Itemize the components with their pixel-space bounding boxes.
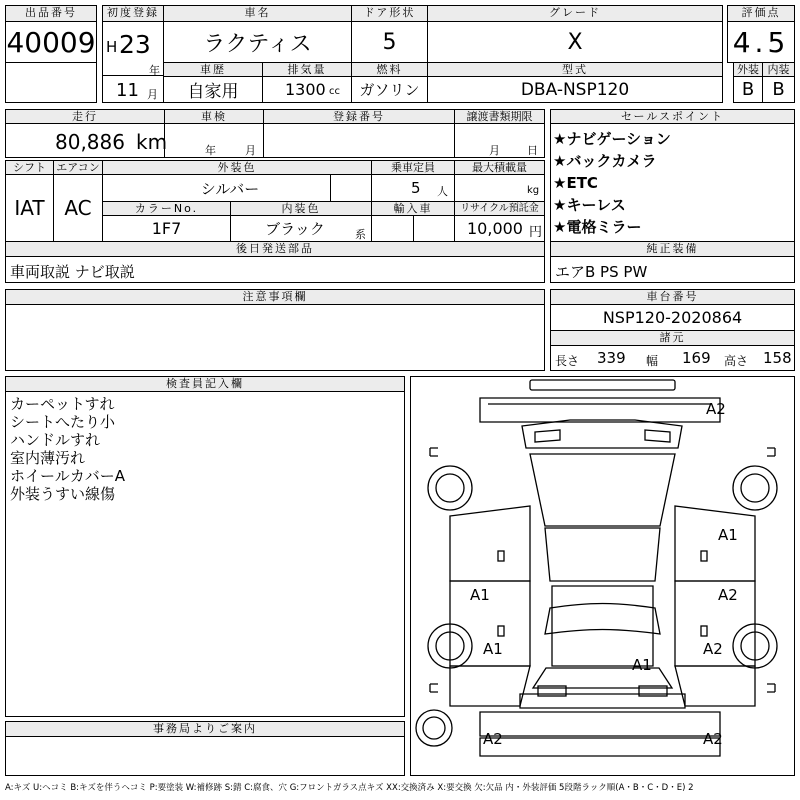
fuel-value: ガソリン — [359, 81, 420, 99]
lot-no-blank — [5, 62, 97, 103]
damage-mark-rear-bumper-left: A2 — [483, 730, 503, 748]
sales-points-list — [553, 128, 671, 238]
max-load-unit: kg — [527, 185, 540, 196]
inspection-header: 車検 — [164, 109, 264, 124]
door-value: 5 — [382, 29, 397, 55]
recycle-value: 10,000 — [467, 219, 523, 238]
damage-mark-rear-quarter-left: A1 — [483, 640, 503, 658]
import-header: 輸入車 — [371, 201, 455, 216]
chassis-no-header: 車台番号 — [550, 289, 795, 305]
specs-box — [550, 345, 795, 371]
chassis-no-value: NSP120-2020864 — [602, 308, 743, 327]
inspector-note-item: 外装うすい線傷 — [10, 485, 116, 503]
lot-no-header: 出品番号 — [5, 5, 97, 22]
damage-mark-front-door-right: A1 — [718, 526, 738, 544]
exterior-value: B — [741, 79, 755, 100]
ext-color-header: 外装色 — [102, 160, 372, 175]
sales-points-header: セールスポイント — [550, 109, 795, 124]
damage-mark-roof: A1 — [632, 656, 652, 674]
inspector-header: 検査員記入欄 — [5, 376, 405, 392]
first-reg-header: 初度登録 — [102, 5, 164, 22]
inspector-note-item: カーペットすれ — [10, 395, 115, 413]
notes-header: 注意事項欄 — [5, 289, 545, 305]
sales-point-item: ★キーレス — [553, 196, 626, 214]
max-load-header: 最大積載量 — [454, 160, 545, 175]
shift-header: シフト — [5, 160, 54, 175]
inspector-note-item: ホイールカバーA — [10, 467, 125, 485]
capacity-value: 5 — [411, 179, 421, 197]
length-value: 339 — [597, 349, 626, 367]
model-header: 型式 — [427, 62, 723, 77]
sales-point-item: ★バックカメラ — [553, 152, 657, 170]
later-parts-value: 車両取説 ナビ取説 — [10, 263, 135, 281]
mileage-value: 80,886 — [55, 130, 125, 154]
reg-no-box — [263, 123, 455, 158]
exterior-header: 外装 — [733, 62, 763, 77]
car-name-header: 車名 — [163, 5, 352, 22]
damage-mark-rear-quarter-right: A2 — [703, 640, 723, 658]
damage-mark-front-door-left: A1 — [470, 586, 490, 604]
width-label: 幅 — [646, 354, 659, 368]
ext-color-value: シルバー — [200, 179, 260, 198]
door-header: ドア形状 — [351, 5, 428, 22]
inspector-note-item: シートへたり小 — [10, 413, 116, 431]
mileage-unit: km — [136, 130, 168, 154]
interior-value: B — [772, 79, 785, 100]
history-value: 自家用 — [187, 82, 239, 102]
interior-header: 内装 — [762, 62, 795, 77]
inspector-note-item: ハンドルすれ — [10, 431, 101, 449]
era-label: H — [106, 38, 118, 56]
height-label: 高さ — [724, 354, 749, 368]
displacement-value: 1300 — [285, 80, 326, 99]
sales-point-item: ★電格ミラー — [553, 218, 642, 236]
recycle-header: リサイクル預託金 — [454, 201, 545, 216]
score-value: 4.5 — [732, 25, 790, 59]
sales-point-item: ★ETC — [553, 174, 598, 192]
inspection-year-unit: 年 — [205, 144, 216, 157]
car-name-value: ラクティス — [203, 31, 312, 57]
displacement-unit: cc — [329, 86, 340, 97]
reg-month-unit: 月 — [147, 88, 158, 101]
notes-box — [5, 304, 545, 371]
later-parts-header: 後日発送部品 — [5, 241, 545, 257]
office-header: 事務局よりご案内 — [5, 721, 405, 737]
lot-no-value: 40009 — [6, 25, 96, 59]
inspector-notes-list — [10, 395, 125, 503]
reg-year-value: 23 — [119, 30, 151, 59]
grade-value: X — [567, 29, 583, 55]
aircon-header: エアコン — [53, 160, 103, 175]
reg-no-header: 登録番号 — [263, 109, 455, 124]
shift-value: IAT — [14, 196, 45, 220]
mileage-header: 走行 — [5, 109, 165, 124]
car-diagram — [410, 376, 795, 776]
office-box — [5, 736, 405, 776]
aircon-value: AC — [64, 196, 92, 220]
width-value: 169 — [682, 349, 711, 367]
grade-header: グレード — [427, 5, 723, 22]
damage-mark-rear-door-right: A2 — [718, 586, 738, 604]
score-header: 評価点 — [727, 5, 795, 22]
deadline-day-unit: 日 — [527, 144, 538, 157]
history-header: 車歴 — [163, 62, 263, 77]
damage-mark-front-right: A2 — [706, 400, 726, 418]
equipment-value: エアB PS PW — [555, 263, 648, 281]
height-value: 158 — [763, 349, 792, 367]
transfer-deadline-header: 譲渡書類期限 — [454, 109, 545, 124]
capacity-unit: 人 — [437, 185, 448, 198]
damage-mark-rear-bumper-right: A2 — [703, 730, 723, 748]
displacement-header: 排気量 — [262, 62, 352, 77]
sales-point-item: ★ナビゲーション — [553, 130, 671, 148]
int-color-header: 内装色 — [230, 201, 372, 216]
inspector-note-item: 室内薄汚れ — [10, 449, 86, 467]
color-no-value: 1F7 — [151, 219, 182, 238]
deadline-month-unit: 月 — [489, 144, 500, 157]
int-color-value: ブラック — [265, 220, 325, 238]
int-color-suffix: 系 — [355, 228, 366, 241]
recycle-unit: 円 — [529, 225, 543, 240]
reg-year-unit: 年 — [149, 64, 160, 77]
reg-month-value: 11 — [116, 80, 139, 101]
legend-text: A:キズ U:ヘコミ B:キズを伴うヘコミ P:要塗装 W:補修跡 S:錆 C:腐食、穴 G:フロントガラス点キズ XX:交換済み X:要交換 欠:欠品 内・外装評価 5段階ラック順(A・B・C・D・E) 2 — [5, 783, 694, 793]
inspection-month-unit: 月 — [245, 144, 256, 157]
model-value: DBA-NSP120 — [520, 79, 630, 100]
fuel-header: 燃料 — [351, 62, 428, 77]
specs-header: 諸元 — [550, 330, 795, 346]
length-label: 長さ — [555, 354, 580, 368]
equipment-header: 純正装備 — [550, 241, 795, 257]
capacity-header: 乗車定員 — [371, 160, 455, 175]
color-no-header: カラーNo. — [102, 201, 231, 216]
